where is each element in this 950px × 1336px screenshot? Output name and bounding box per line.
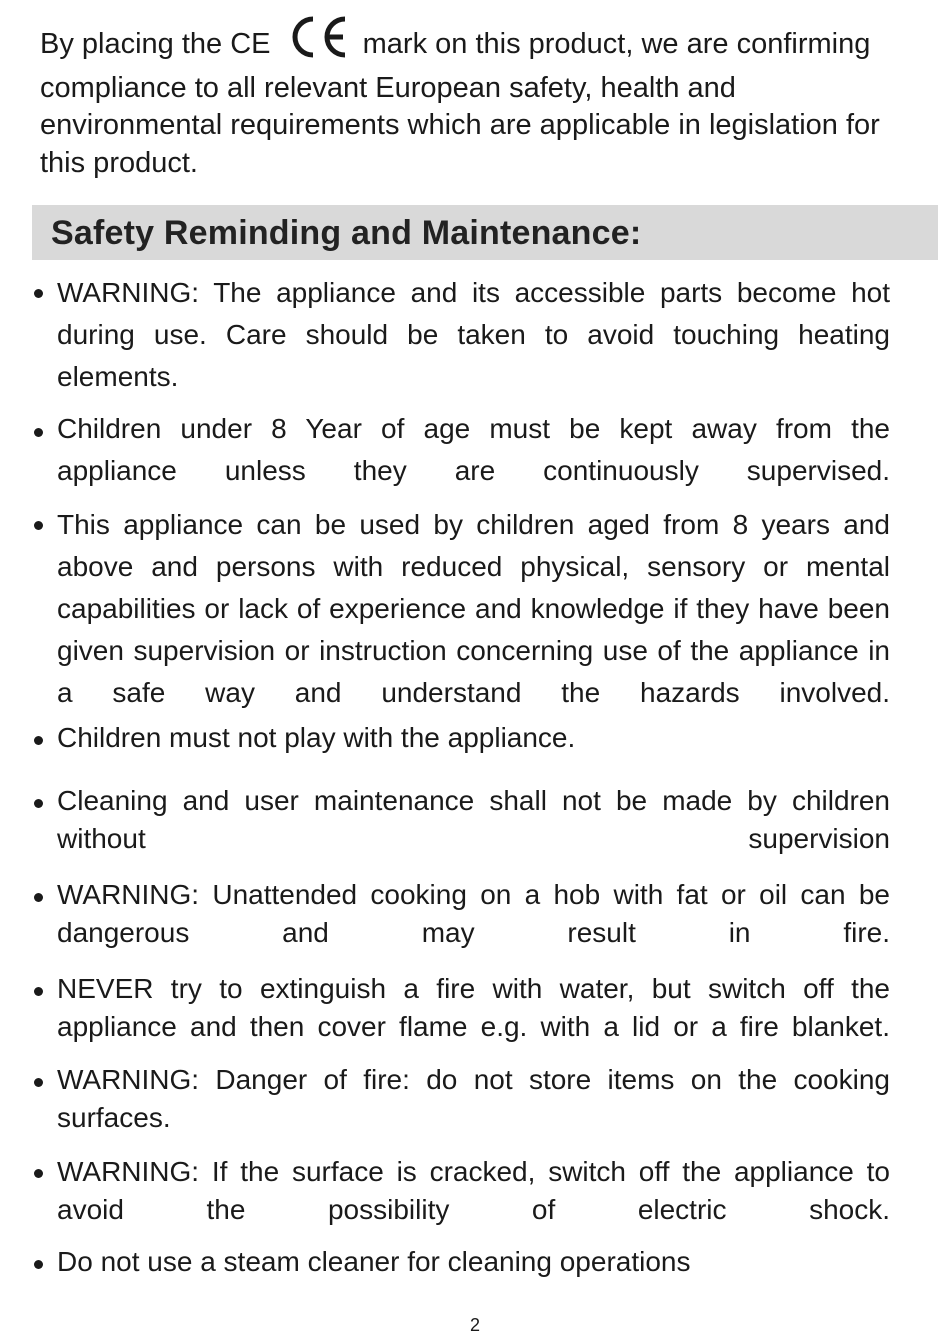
list-item: WARNING: Danger of fire: do not store items on the cooking surfaces. bbox=[57, 1064, 890, 1133]
bullet-icon bbox=[34, 521, 43, 530]
bullet-icon bbox=[34, 893, 43, 902]
list-item: WARNING: Unattended cooking on a hob with fat or oil can be dangerous and may result in fire. bbox=[57, 879, 890, 948]
list-item: NEVER try to extinguish a fire with water, but switch off the appliance and then cover flame e.g. with a lid or a fire blanket. bbox=[57, 973, 890, 1042]
list-item: WARNING: The appliance and its accessible parts become hot during use. Care should be taken to avoid touching heating elements. bbox=[57, 277, 890, 392]
list-item: WARNING: If the surface is cracked, switch off the appliance to avoid the possibility of electric shock. bbox=[57, 1156, 890, 1225]
list-item: Do not use a steam cleaner for cleaning operations bbox=[57, 1246, 691, 1277]
ce-mark-icon bbox=[287, 15, 349, 70]
bullet-icon bbox=[34, 289, 43, 298]
bullet-icon bbox=[34, 1260, 43, 1269]
list-item: This appliance can be used by children aged from 8 years and above and persons with reduced physical, sensory or mental capabilities or lack of experience and knowledge if they have been given supervision or instruction concerning use of the appliance in a safe way and understand the hazards involved. bbox=[57, 509, 890, 708]
bullet-icon bbox=[34, 799, 43, 808]
page-number: 2 bbox=[469, 1315, 480, 1335]
bullet-icon bbox=[34, 428, 43, 437]
list-item: Children under 8 Year of age must be kept away from the appliance unless they are continuously supervised. bbox=[57, 413, 890, 486]
intro-text-before-mark: By placing the CE bbox=[40, 28, 271, 60]
list-item: Children must not play with the appliance. bbox=[57, 722, 576, 753]
section-title: Safety Reminding and Maintenance: bbox=[51, 214, 642, 252]
bullet-icon bbox=[34, 736, 43, 745]
bullet-icon bbox=[34, 987, 43, 996]
intro-text-after-mark: mark on this product, we are confirming compliance to all relevant European safety, health and environmental requirements which are applicable in legislation for this product. bbox=[40, 28, 880, 179]
bullet-icon bbox=[34, 1078, 43, 1087]
ce-compliance-paragraph bbox=[40, 15, 910, 182]
list-item: Cleaning and user maintenance shall not be made by children without supervision bbox=[57, 785, 890, 854]
bullet-icon bbox=[34, 1169, 43, 1178]
